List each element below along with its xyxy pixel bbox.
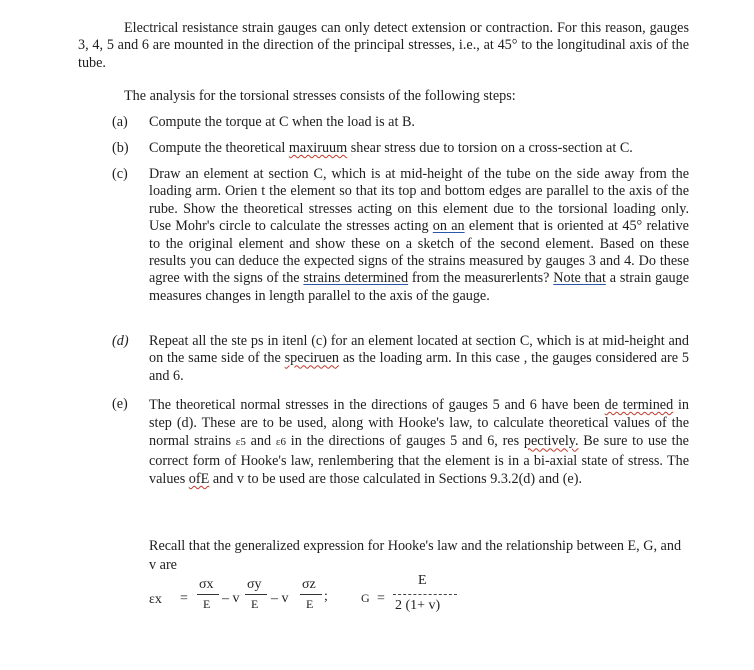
misspelled-word: ofE: [188, 470, 210, 487]
step-a-label: (a): [112, 114, 128, 130]
epsilon-6: ε6: [275, 436, 287, 449]
equals-sign: =: [377, 591, 385, 606]
sigma-z: σz: [302, 577, 316, 592]
misspelled-word: maxiruum: [288, 140, 348, 156]
step-e-text: The theoretical normal stresses in the directions of gauges 5 and 6 have been de termined in step (d). These are to be used, along with Hooke's law, to calculate theoretical values of the normal strains ε5 and ε6 in the directions of gauges 5 and 6, res pectively. Be sure to use the correct form of Hooke's law, renlembering that the element is in a bi-axial state of stress. The values ofE and v to be used are those calculated in Sections 9.3.2(d) and (e).: [149, 397, 689, 487]
fraction-bar: [197, 594, 219, 595]
recall-paragraph: Recall that the generalized expression for Hooke's law and the relationship between E, G, and v are: [149, 538, 682, 574]
misspelled-word: speciruen: [284, 350, 340, 367]
modulus-e: E: [306, 597, 314, 611]
semicolon: ;: [324, 589, 328, 604]
step-c-text: Draw an element at section C, which is at mid-height of the tube on the side away from the loading arm. Orien t the element so that its top and bottom edges are parallel to the axis of the rube. Show the theoretical stresses acting on this element due to the torsional loading only. Use Mohr's circle to calculate the stresses acting on an element that is oriented at 45° relative to the original element and show these on a sketch of the second element. Based on these results you can deduce the expected signs of the strains measured by gauges 3 and 4. Do these agree with the signs of the strains determined from the measurerlents? Note that a strain gauge measures changes in length parallel to the axis of the gauge.: [149, 166, 690, 304]
intro-paragraph: Electrical resistance strain gauges can only detect extension or contraction. For this reason, gauges 3, 4, 5 and 6 are mounted in the direction of the principal stresses, i.e., at 45° to the longitudinal axis of the tube.: [78, 20, 689, 71]
hooke-formula: [149, 572, 469, 632]
sigma-x: σx: [199, 577, 214, 592]
shear-modulus-g: G: [361, 591, 370, 605]
step-a-text: Compute the torque at C when the load is at B.: [149, 114, 415, 130]
sigma-y: σy: [247, 577, 262, 592]
misspelled-word: de termined: [604, 397, 674, 413]
misspelled-word: pectively.: [523, 433, 579, 450]
modulus-e: E: [203, 597, 211, 611]
fraction-bar: [300, 594, 322, 595]
step-c-label: (c): [112, 166, 128, 182]
denominator: 2 (1+ v): [395, 598, 441, 613]
step-b-label: (b): [112, 140, 129, 156]
grammar-mark: Note that: [553, 270, 606, 287]
fraction-bar: [245, 594, 267, 595]
fraction-bar: [393, 594, 457, 596]
modulus-e: E: [251, 597, 259, 611]
step-d-text: Repeat all the ste ps in itenl (c) for an element located at section C, which is at mid-height and on the same side of the speciruen as the loading arm. In this case , the gauges considered are 5 and 6.: [149, 333, 689, 384]
equals-sign: =: [180, 591, 188, 606]
step-b-text: Compute the theoretical maxiruum shear stress due to torsion on a cross-section at C.: [149, 140, 633, 156]
epsilon-5: ε5: [235, 436, 246, 449]
grammar-mark: on an: [432, 218, 465, 235]
step-e-label: (e): [112, 396, 128, 412]
minus-nu: – v: [271, 591, 289, 606]
steps-intro: The analysis for the torsional stresses consists of the following steps:: [124, 88, 516, 104]
strain-x: εx: [149, 592, 162, 607]
numerator-e: E: [418, 573, 427, 588]
minus-nu: – v: [222, 591, 240, 606]
step-d-label: (d): [112, 333, 129, 349]
grammar-mark: strains determined: [303, 270, 409, 287]
